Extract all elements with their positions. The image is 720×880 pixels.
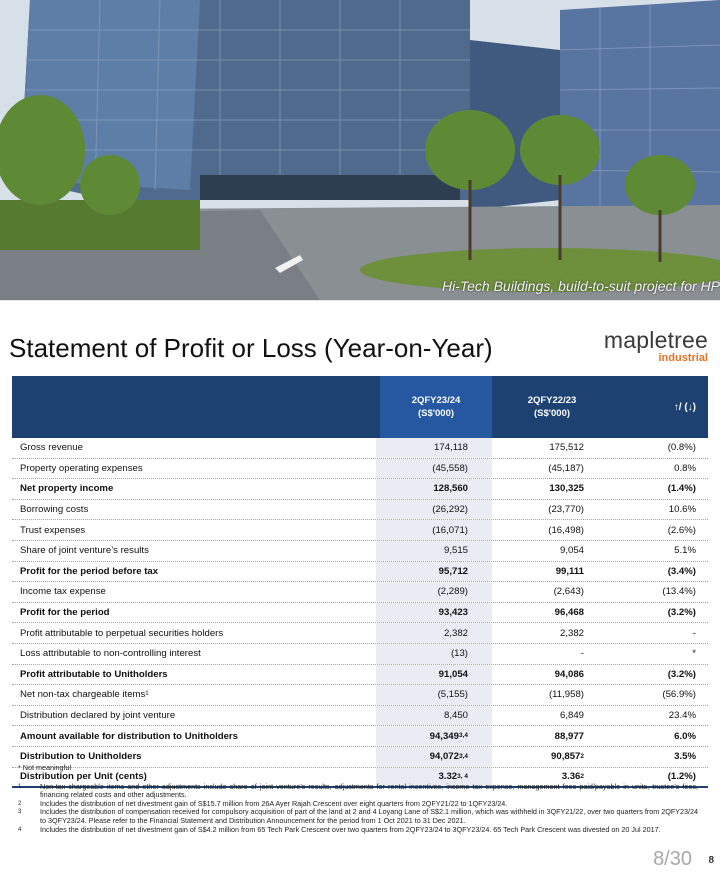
change-value: (0.8%) [667, 442, 696, 454]
change-value: - [692, 627, 696, 639]
previous-period-value [492, 685, 608, 705]
row-label: Gross revenue [20, 442, 83, 454]
change-value: 6.0% [674, 730, 696, 742]
previous-value-text: 175,512 [549, 442, 584, 454]
table-row [12, 500, 708, 521]
not-meaningful-note: * Not meaningful [18, 763, 72, 772]
table-row [12, 603, 708, 624]
logo-wordmark: mapletree [603, 327, 708, 353]
current-value-text: (26,292) [432, 504, 468, 516]
previous-value-text: 90,857 [551, 751, 581, 763]
table-row [12, 582, 708, 603]
profit-loss-table [12, 376, 708, 788]
current-value-text: 93,423 [438, 607, 468, 619]
row-label: Amount available for distribution to Unitholders [20, 730, 238, 742]
row-label: Net property income [20, 483, 114, 495]
table-row [12, 562, 708, 583]
previous-period-value [492, 520, 608, 540]
building-photo [0, 0, 720, 300]
table-row [12, 438, 708, 459]
previous-period-value [492, 459, 608, 479]
footnote-number: 3 [18, 809, 22, 816]
header-current-period-name: 2QFY23/24 [411, 395, 461, 406]
current-value-text: 3.32 [438, 771, 458, 783]
header-change: ↑/ (↓) [673, 401, 696, 413]
previous-value-text: (45,187) [548, 462, 584, 474]
current-value-text: (16,071) [432, 524, 468, 536]
row-label: Distribution declared by joint venture [20, 710, 176, 722]
change-value: (3.4%) [667, 565, 696, 577]
previous-value-text: 130,325 [549, 483, 584, 495]
previous-value-text: 88,977 [554, 730, 584, 742]
table-body [12, 438, 708, 788]
previous-period-value [492, 706, 608, 726]
footnote-number: 1 [18, 783, 22, 790]
current-period-value [376, 562, 492, 582]
current-value-text: (45,558) [432, 462, 468, 474]
row-label: Income tax expense [20, 586, 106, 598]
change-value: 0.8% [674, 462, 696, 474]
footnote-number: 4 [18, 826, 22, 833]
page-number: 8 [708, 855, 714, 866]
table-row [12, 623, 708, 644]
row-label: Borrowing costs [20, 504, 89, 516]
change-value: (3.2%) [667, 668, 696, 680]
change-value: (13.4%) [662, 586, 696, 598]
previous-period-value [492, 644, 608, 664]
change-value: (1.4%) [667, 483, 696, 495]
footnote-list [18, 783, 698, 835]
row-label: Profit attributable to Unitholders [20, 668, 168, 680]
current-value-text: 91,054 [438, 668, 468, 680]
change-value: (3.2%) [667, 607, 696, 619]
previous-period-value [492, 500, 608, 520]
building-photo-illustration [0, 0, 720, 300]
current-value-text: 8,450 [443, 710, 468, 722]
row-label: Loss attributable to non-controlling interest [20, 648, 201, 660]
footnote-text: Includes the distribution of net divestment gain of S$15.7 million from 26A Ayer Rajah Crescent over eight quarters from 2QFY21/22 to 1QFY23/24. [40, 798, 508, 808]
footnote-item [18, 783, 698, 800]
previous-value-text: 96,468 [554, 607, 584, 619]
current-period-value [376, 706, 492, 726]
previous-period-value: 90,857 2 [551, 751, 584, 763]
footnote-text: Non-tax chargeable items and other adjustments include share of joint venture’s results, adjustments for rental incentives, income tax expense, management fees paid/payable in units, trustee’s fees, financing related costs and other adjustments. [40, 781, 698, 800]
row-label: Property operating expenses [20, 462, 143, 474]
footnote-item [18, 808, 698, 825]
current-period-value [376, 623, 492, 643]
current-period-value: 94,349 3,4 [376, 726, 492, 746]
photo-caption: Hi-Tech Buildings, build-to-suit project for HP [441, 278, 720, 294]
page-counter: 8/30 [653, 848, 692, 870]
current-period-value [376, 541, 492, 561]
current-value-text: (13) [450, 648, 468, 660]
current-period-value [376, 603, 492, 623]
previous-period-value [492, 726, 608, 746]
change-value: (2.6%) [667, 524, 696, 536]
table-row [12, 726, 708, 747]
table-row [12, 459, 708, 480]
current-period-value [376, 438, 492, 458]
change-value: 23.4% [668, 710, 696, 722]
current-period-value: 3.32 3, 4 [376, 768, 492, 787]
table-row [12, 685, 708, 706]
current-value-text: (5,155) [437, 689, 468, 701]
table-header [12, 376, 708, 438]
row-label: Share of joint venture’s results [20, 545, 149, 557]
previous-value-text: (11,958) [548, 689, 584, 701]
mapletree-logo [604, 328, 708, 364]
previous-value-text: (2,643) [553, 586, 584, 598]
current-value-text: 94,349 [429, 730, 459, 742]
previous-period-value: 3.36 2 [561, 771, 584, 783]
header-current-period [380, 376, 492, 438]
previous-value-text: 6,849 [559, 710, 584, 722]
previous-period-value [492, 541, 608, 561]
table-row [12, 520, 708, 541]
previous-value-text: 3.36 [561, 771, 581, 783]
previous-value-text: (16,498) [548, 524, 584, 536]
current-period-value: 94,072 3,4 [376, 747, 492, 767]
current-value-text: 94,072 [429, 751, 459, 763]
banner-divider [0, 300, 720, 306]
footnote-text: Includes the distribution of net divestment gain of S$4.2 million from 65 Tech Park Crescent over two quarters from 2QFY23/24 to 3QFY23/24. 65 Tech Park Crescent was divested on 20 Jul 2017. [40, 824, 661, 834]
current-value-text: 128,560 [433, 483, 468, 495]
header-current-period-unit: (S$'000) [417, 408, 455, 419]
previous-period-value [492, 562, 608, 582]
previous-period-value [492, 582, 608, 602]
previous-value-text: 94,086 [554, 668, 584, 680]
current-period-value [376, 665, 492, 685]
previous-period-value [492, 438, 608, 458]
previous-value-text: 9,054 [559, 545, 584, 557]
current-period-value [376, 479, 492, 499]
previous-period-value [492, 623, 608, 643]
row-label: Distribution to Unitholders [20, 751, 142, 763]
footnotes [18, 764, 698, 834]
header-previous-period-unit: (S$'000) [533, 408, 571, 419]
previous-value-text: 99,111 [555, 565, 584, 577]
page-title: Statement of Profit or Loss (Year-on-Year) [9, 333, 493, 363]
header-previous-period [496, 376, 608, 438]
logo-subtitle: industrial [658, 352, 708, 364]
current-period-value [376, 459, 492, 479]
table-row [12, 665, 708, 686]
change-value: 3.5% [674, 751, 696, 763]
current-period-value [376, 685, 492, 705]
table-row [12, 706, 708, 727]
row-label: Trust expenses [20, 524, 86, 536]
row-label: Net non-tax chargeable items¹ [20, 689, 149, 701]
footnote-item [18, 826, 698, 835]
current-period-value [376, 644, 492, 664]
current-value-text: 2,382 [443, 627, 468, 639]
current-period-value [376, 520, 492, 540]
change-value: 5.1% [674, 545, 696, 557]
row-label: Profit for the period before tax [20, 565, 159, 577]
change-value: (1.2%) [667, 771, 696, 783]
row-label: Profit attributable to perpetual securities holders [20, 627, 224, 639]
previous-value-text: - [580, 648, 584, 660]
current-value-text: (2,289) [437, 586, 468, 598]
previous-period-value [492, 665, 608, 685]
header-previous-period-name: 2QFY22/23 [527, 395, 577, 406]
current-period-value [376, 500, 492, 520]
row-label: Profit for the period [20, 607, 110, 619]
current-period-value [376, 582, 492, 602]
change-value: (56.9%) [662, 689, 696, 701]
row-label: Distribution per Unit (cents) [20, 771, 147, 783]
change-value: 10.6% [668, 504, 696, 516]
header-label-spacer [12, 376, 376, 438]
footnote-text: Includes the distribution of compensation received for compulsory acquisition of part of the land at 2 and 4 Loyang Lane of S$2.1 million, which was withheld in 3QFY21/22, over two quarters from 2QFY23/24 to 3QFY23/24. Please refer to the Financial Statement and Distribution Announcement for the period from 1 Oct 2021 to 31 Dec 2021. [40, 807, 698, 825]
table-row [12, 479, 708, 500]
table-row [12, 541, 708, 562]
table-row [12, 644, 708, 665]
footnote-number: 2 [18, 800, 22, 807]
previous-value-text: 2,382 [559, 627, 584, 639]
current-value-text: 9,515 [443, 545, 468, 557]
previous-period-value [492, 603, 608, 623]
previous-value-text: (23,770) [548, 504, 584, 516]
current-value-text: 174,118 [434, 442, 468, 454]
current-value-text: 95,712 [438, 565, 468, 577]
change-value: * [692, 648, 696, 660]
previous-period-value [492, 479, 608, 499]
